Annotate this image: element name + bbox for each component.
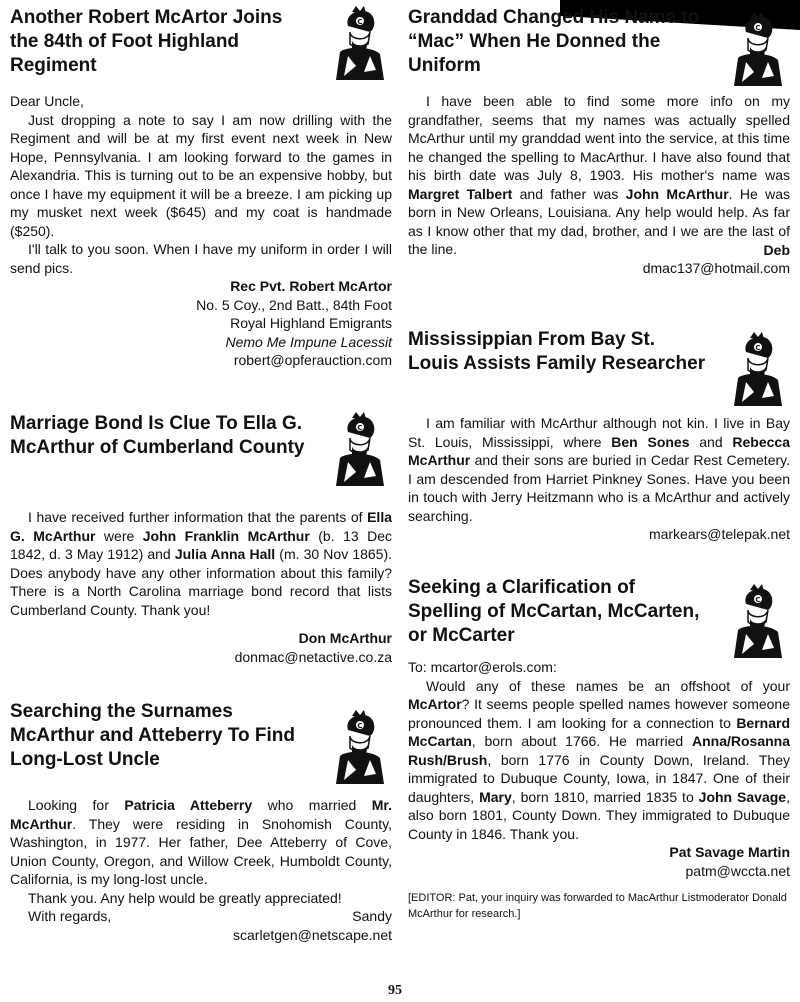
- signature-name: Sandy: [352, 908, 392, 924]
- signature-line: No. 5 Coy., 2nd Batt., 84th Foot: [196, 296, 392, 313]
- article-bay-st-louis: [408, 328, 790, 544]
- page-number: 95: [388, 983, 402, 998]
- article-body: [408, 658, 790, 843]
- salutation: Dear Uncle,: [10, 93, 84, 109]
- name-highlight: Mr. McArthur: [10, 797, 392, 832]
- article-title: Seeking a Clarification of Spelling of McCartan, McCarten, or McCarter: [408, 577, 700, 646]
- article-title: Mississippian From Bay St. Louis Assists Family Researcher: [408, 329, 706, 374]
- article-ella-mcarthur: [10, 412, 392, 666]
- article-header: [10, 700, 392, 796]
- paragraph: I have received further information that the parents of Ella G. McArthur were John Franklin McArthur (b. 13 Dec 1842, d. 3 May 1912) and Julia Anna Hall (m. 30 Nov 1865). Does anybody have any other information about this family? There is a North Carolina marriage bond record that lists Cumberland County. Thank you!: [10, 509, 393, 618]
- signature-email: donmac@netactive.co.za: [234, 648, 392, 665]
- highlander-mascot-icon: [728, 332, 786, 406]
- to-line: To: mcartor@erols.com:: [408, 659, 557, 675]
- signature-email: scarletgen@netscape.net: [233, 926, 392, 943]
- article-robert-mcartor: [10, 6, 392, 370]
- paragraph: Thank you. Any help would be greatly appreciated!: [28, 889, 342, 906]
- signature-block: [408, 241, 790, 278]
- paragraph: I am familiar with McArthur although not kin. I live in Bay St. Louis, Mississippi, where Ben Sones and Rebecca McArthur and their sons are buried in Cedar Rest Cemetery. I am descended from Harriet Pinkney Sones. Have you been in touch with Jerry Heitzmann who is a McArthur and actively searching.: [408, 415, 790, 524]
- article-title: Marriage Bond Is Clue To Ella G. McArthur of Cumberland County: [10, 413, 305, 458]
- name-highlight: John Savage: [698, 788, 787, 805]
- article-header: [408, 576, 790, 658]
- article-atteberry: [10, 700, 392, 944]
- signature-email: markears@telepak.net: [648, 526, 790, 542]
- closing: With regards,: [28, 908, 112, 924]
- article-title: Searching the Surnames McArthur and Atteberry To Find Long-Lost Uncle: [10, 701, 295, 770]
- highlander-mascot-icon: [330, 412, 388, 486]
- svg-text:C: C: [755, 24, 761, 32]
- signature-motto: Nemo Me Impune Lacessit: [225, 333, 392, 350]
- svg-text:C: C: [357, 18, 363, 26]
- highlander-mascot-icon: [728, 12, 786, 86]
- name-highlight: Rebecca McArthur: [408, 433, 790, 468]
- signature-name: Rec Pvt. Robert McArtor: [230, 278, 392, 294]
- paragraph: I'll talk to you soon. When I have my uniform in order I will send pics.: [10, 241, 392, 276]
- paragraph: Looking for Patricia Atteberry who married Mr. McArthur. They were residing in Snohomish County, Washington, in 1977. Her father, Dee Atteberry of Cove, Union County, Oregon, and Willow Creek, Humboldt County, California, is my long-lost uncle.: [10, 797, 392, 887]
- article-title: Another Robert McArtor Joins the 84th of Foot Highland Regiment: [10, 7, 283, 76]
- article-body: [408, 414, 790, 525]
- svg-text:C: C: [357, 424, 363, 432]
- name-highlight: Patricia Atteberry: [124, 797, 253, 813]
- article-header: [408, 328, 790, 414]
- paragraph: I have been able to find some more info on my grandfather, seems that my names was actually spelled McArthur until my granddad went into the service, at this time he changed the spelling to MacArthur. I have also found that his birth date was July 8, 1903. His mother's name was Margret Talbert and father was John McArthur. He was born in New Orleans, Louisiana. Any help would help. As far as I know other that my dad, brother, and I we are the last of the line.: [408, 93, 791, 257]
- signature-block: [10, 629, 392, 666]
- signature-email: robert@opferauction.com: [233, 352, 392, 368]
- paragraph: Just dropping a note to say I am now drilling with the Regiment and will be at my first event next week in New Hope, Pennsylvania. I am looking forward to the games in Alexandria. This is turning out to be an expensive hobby, but once I have my equipment it will be a breeze. I am picking up my musket next week ($645) and my coat is handmade ($250).: [10, 111, 392, 239]
- article-title: Granddad Changed His Name to “Mac” When He Donned the Uniform: [408, 7, 700, 76]
- article-header: [10, 412, 392, 508]
- svg-text:C: C: [357, 722, 363, 730]
- signature-block: [10, 277, 392, 370]
- name-highlight: Margret Talbert: [408, 185, 513, 202]
- article-body: [10, 796, 392, 907]
- article-header: [10, 6, 392, 92]
- name-highlight: John Franklin McArthur: [142, 527, 310, 544]
- article-body: [408, 92, 790, 259]
- article-mccartan: [408, 576, 790, 922]
- svg-text:C: C: [755, 596, 761, 604]
- signature-email: patm@wccta.net: [685, 862, 790, 879]
- signature-line: Royal Highland Emigrants: [230, 315, 392, 331]
- signature-email: dmac137@hotmail.com: [642, 260, 790, 276]
- article-granddad-mac: [408, 6, 790, 278]
- name-highlight: Mary: [479, 788, 512, 805]
- name-highlight: Anna/Rosanna Rush/Brush: [408, 733, 790, 768]
- editor-note: [EDITOR: Pat, your inquiry was forwarded to MacArthur Listmoderator Donald McArthur for research.]: [408, 892, 787, 920]
- name-highlight: McArtor: [408, 696, 462, 712]
- svg-text:C: C: [755, 344, 761, 352]
- highlander-mascot-icon: [728, 584, 786, 658]
- name-highlight: Julia Anna Hall: [174, 546, 276, 562]
- highlander-mascot-icon: [330, 6, 388, 80]
- closing-row: [10, 907, 392, 926]
- signature-name: Deb: [763, 241, 790, 258]
- name-highlight: John McArthur: [625, 185, 729, 202]
- name-highlight: Bernard McCartan: [408, 714, 790, 749]
- name-highlight: Ella G. McArthur: [10, 509, 392, 544]
- signature-name: Don McArthur: [298, 630, 392, 646]
- signature-block: [408, 843, 790, 880]
- paragraph: Would any of these names be an offshoot of your McArtor? It seems people spelled names however someone pronounced them. I am looking for a connection to Bernard McCartan, born about 1766. He married Anna/Rosanna Rush/Brush, born 1776 in County Down, Ireland. They immigrated to Dubuque County, Iowa, in 1847. One of their daughters, Mary, born 1810, married 1835 to John Savage, also born 1801, County Down. They immigrated to Dubuque County in 1846. Thank you.: [408, 677, 790, 842]
- name-highlight: Ben Sones: [611, 433, 690, 450]
- signature-name: Pat Savage Martin: [669, 844, 790, 860]
- article-body: [10, 92, 392, 277]
- highlander-mascot-icon: [330, 710, 388, 784]
- article-header: [408, 6, 790, 92]
- article-body: [10, 508, 392, 619]
